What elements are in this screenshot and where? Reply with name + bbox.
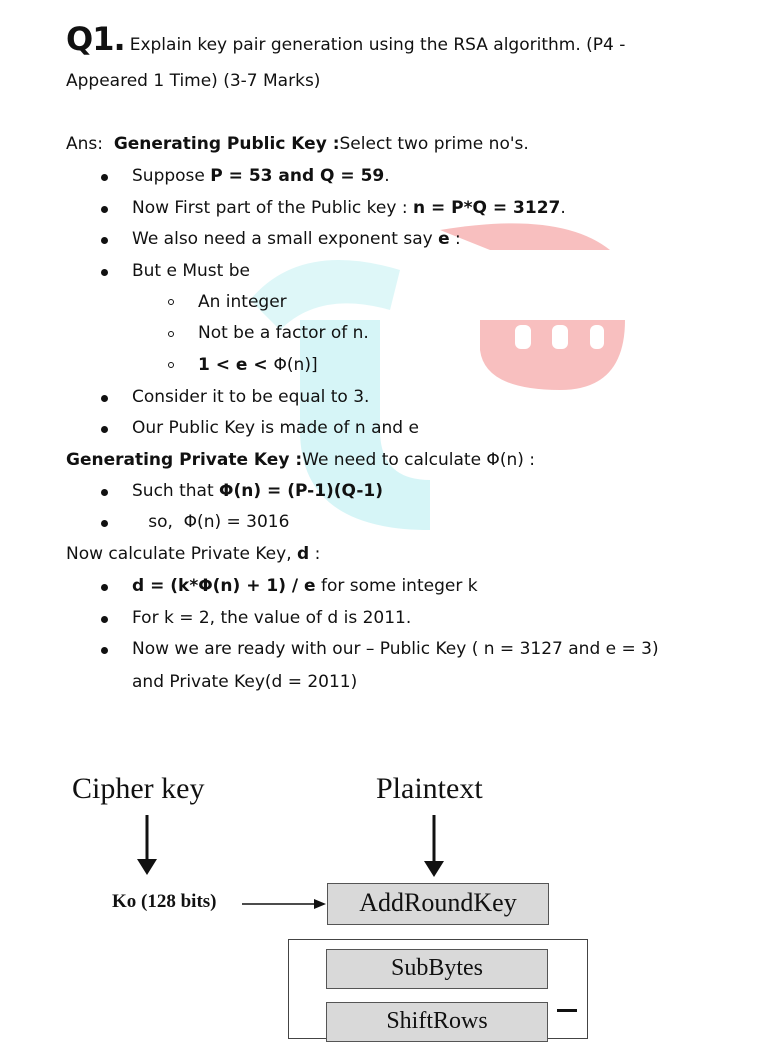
cipher-key-label: Cipher key bbox=[72, 772, 205, 805]
list-item: We also need a small exponent say e : bbox=[132, 229, 461, 249]
list-item: Now First part of the Public key : n = P*Q = 3127. bbox=[132, 198, 566, 218]
list-item: Now we are ready with our – Public Key ( n = 3127 and e = 3) bbox=[132, 639, 659, 659]
logo-watermark bbox=[240, 200, 640, 560]
bullet-dot bbox=[101, 616, 108, 623]
question-heading bbox=[66, 20, 625, 58]
private-key-intro: We need to calculate Φ(n) : bbox=[302, 450, 535, 470]
add-round-key-box: AddRoundKey bbox=[327, 883, 549, 925]
ans-label: Ans: bbox=[66, 134, 103, 154]
loop-marker bbox=[557, 1009, 577, 1012]
public-key-heading: Generating Public Key : bbox=[113, 134, 340, 154]
sub-bytes-box: SubBytes bbox=[326, 949, 548, 989]
bullet-dot bbox=[101, 647, 108, 654]
arrow-down-icon bbox=[135, 815, 159, 877]
bullet-dot bbox=[101, 489, 108, 496]
bullet-dot bbox=[101, 584, 108, 591]
sub-bullet-circle bbox=[168, 299, 174, 305]
list-item-continuation: and Private Key(d = 2011) bbox=[132, 672, 358, 692]
ko-label: Ko (128 bits) bbox=[112, 891, 217, 912]
plaintext-label: Plaintext bbox=[376, 772, 483, 805]
list-item: Our Public Key is made of n and e bbox=[132, 418, 419, 438]
bullet-dot bbox=[101, 520, 108, 527]
arrow-down-icon bbox=[422, 815, 446, 879]
bullet-dot bbox=[101, 237, 108, 244]
bullet-dot bbox=[101, 269, 108, 276]
public-key-intro: Select two prime no's. bbox=[339, 134, 529, 154]
list-item: d = (k*Φ(n) + 1) / e for some integer k bbox=[132, 576, 478, 596]
list-item: Such that Φ(n) = (P-1)(Q-1) bbox=[132, 481, 383, 501]
question-number: Q1. bbox=[66, 20, 125, 58]
private-key-heading: Generating Private Key : bbox=[66, 450, 303, 470]
bullet-dot bbox=[101, 426, 108, 433]
private-key-heading-line bbox=[66, 450, 535, 470]
list-item: But e Must be bbox=[132, 261, 250, 281]
question-title-line1: Explain key pair generation using the RSA algorithm. (P4 - bbox=[129, 35, 626, 55]
question-title-line2: Appeared 1 Time) (3-7 Marks) bbox=[66, 71, 321, 91]
sub-bullet-circle bbox=[168, 331, 174, 337]
sub-bullet-circle bbox=[168, 362, 174, 368]
list-item: so, Φ(n) = 3016 bbox=[132, 512, 290, 532]
calc-private-key-line: Now calculate Private Key, d : bbox=[66, 544, 321, 564]
list-item: For k = 2, the value of d is 2011. bbox=[132, 608, 412, 628]
arrow-right-icon bbox=[242, 896, 328, 912]
sub-list-item: An integer bbox=[198, 292, 287, 312]
list-item: Suppose P = 53 and Q = 59. bbox=[132, 166, 390, 186]
list-item: Consider it to be equal to 3. bbox=[132, 387, 370, 407]
sub-list-item: 1 < e < Φ(n)] bbox=[198, 355, 318, 375]
bullet-dot bbox=[101, 206, 108, 213]
shift-rows-box: ShiftRows bbox=[326, 1002, 548, 1042]
sub-list-item: Not be a factor of n. bbox=[198, 323, 369, 343]
bullet-dot bbox=[101, 395, 108, 402]
public-key-heading-line bbox=[66, 134, 529, 154]
bullet-dot bbox=[101, 174, 108, 181]
